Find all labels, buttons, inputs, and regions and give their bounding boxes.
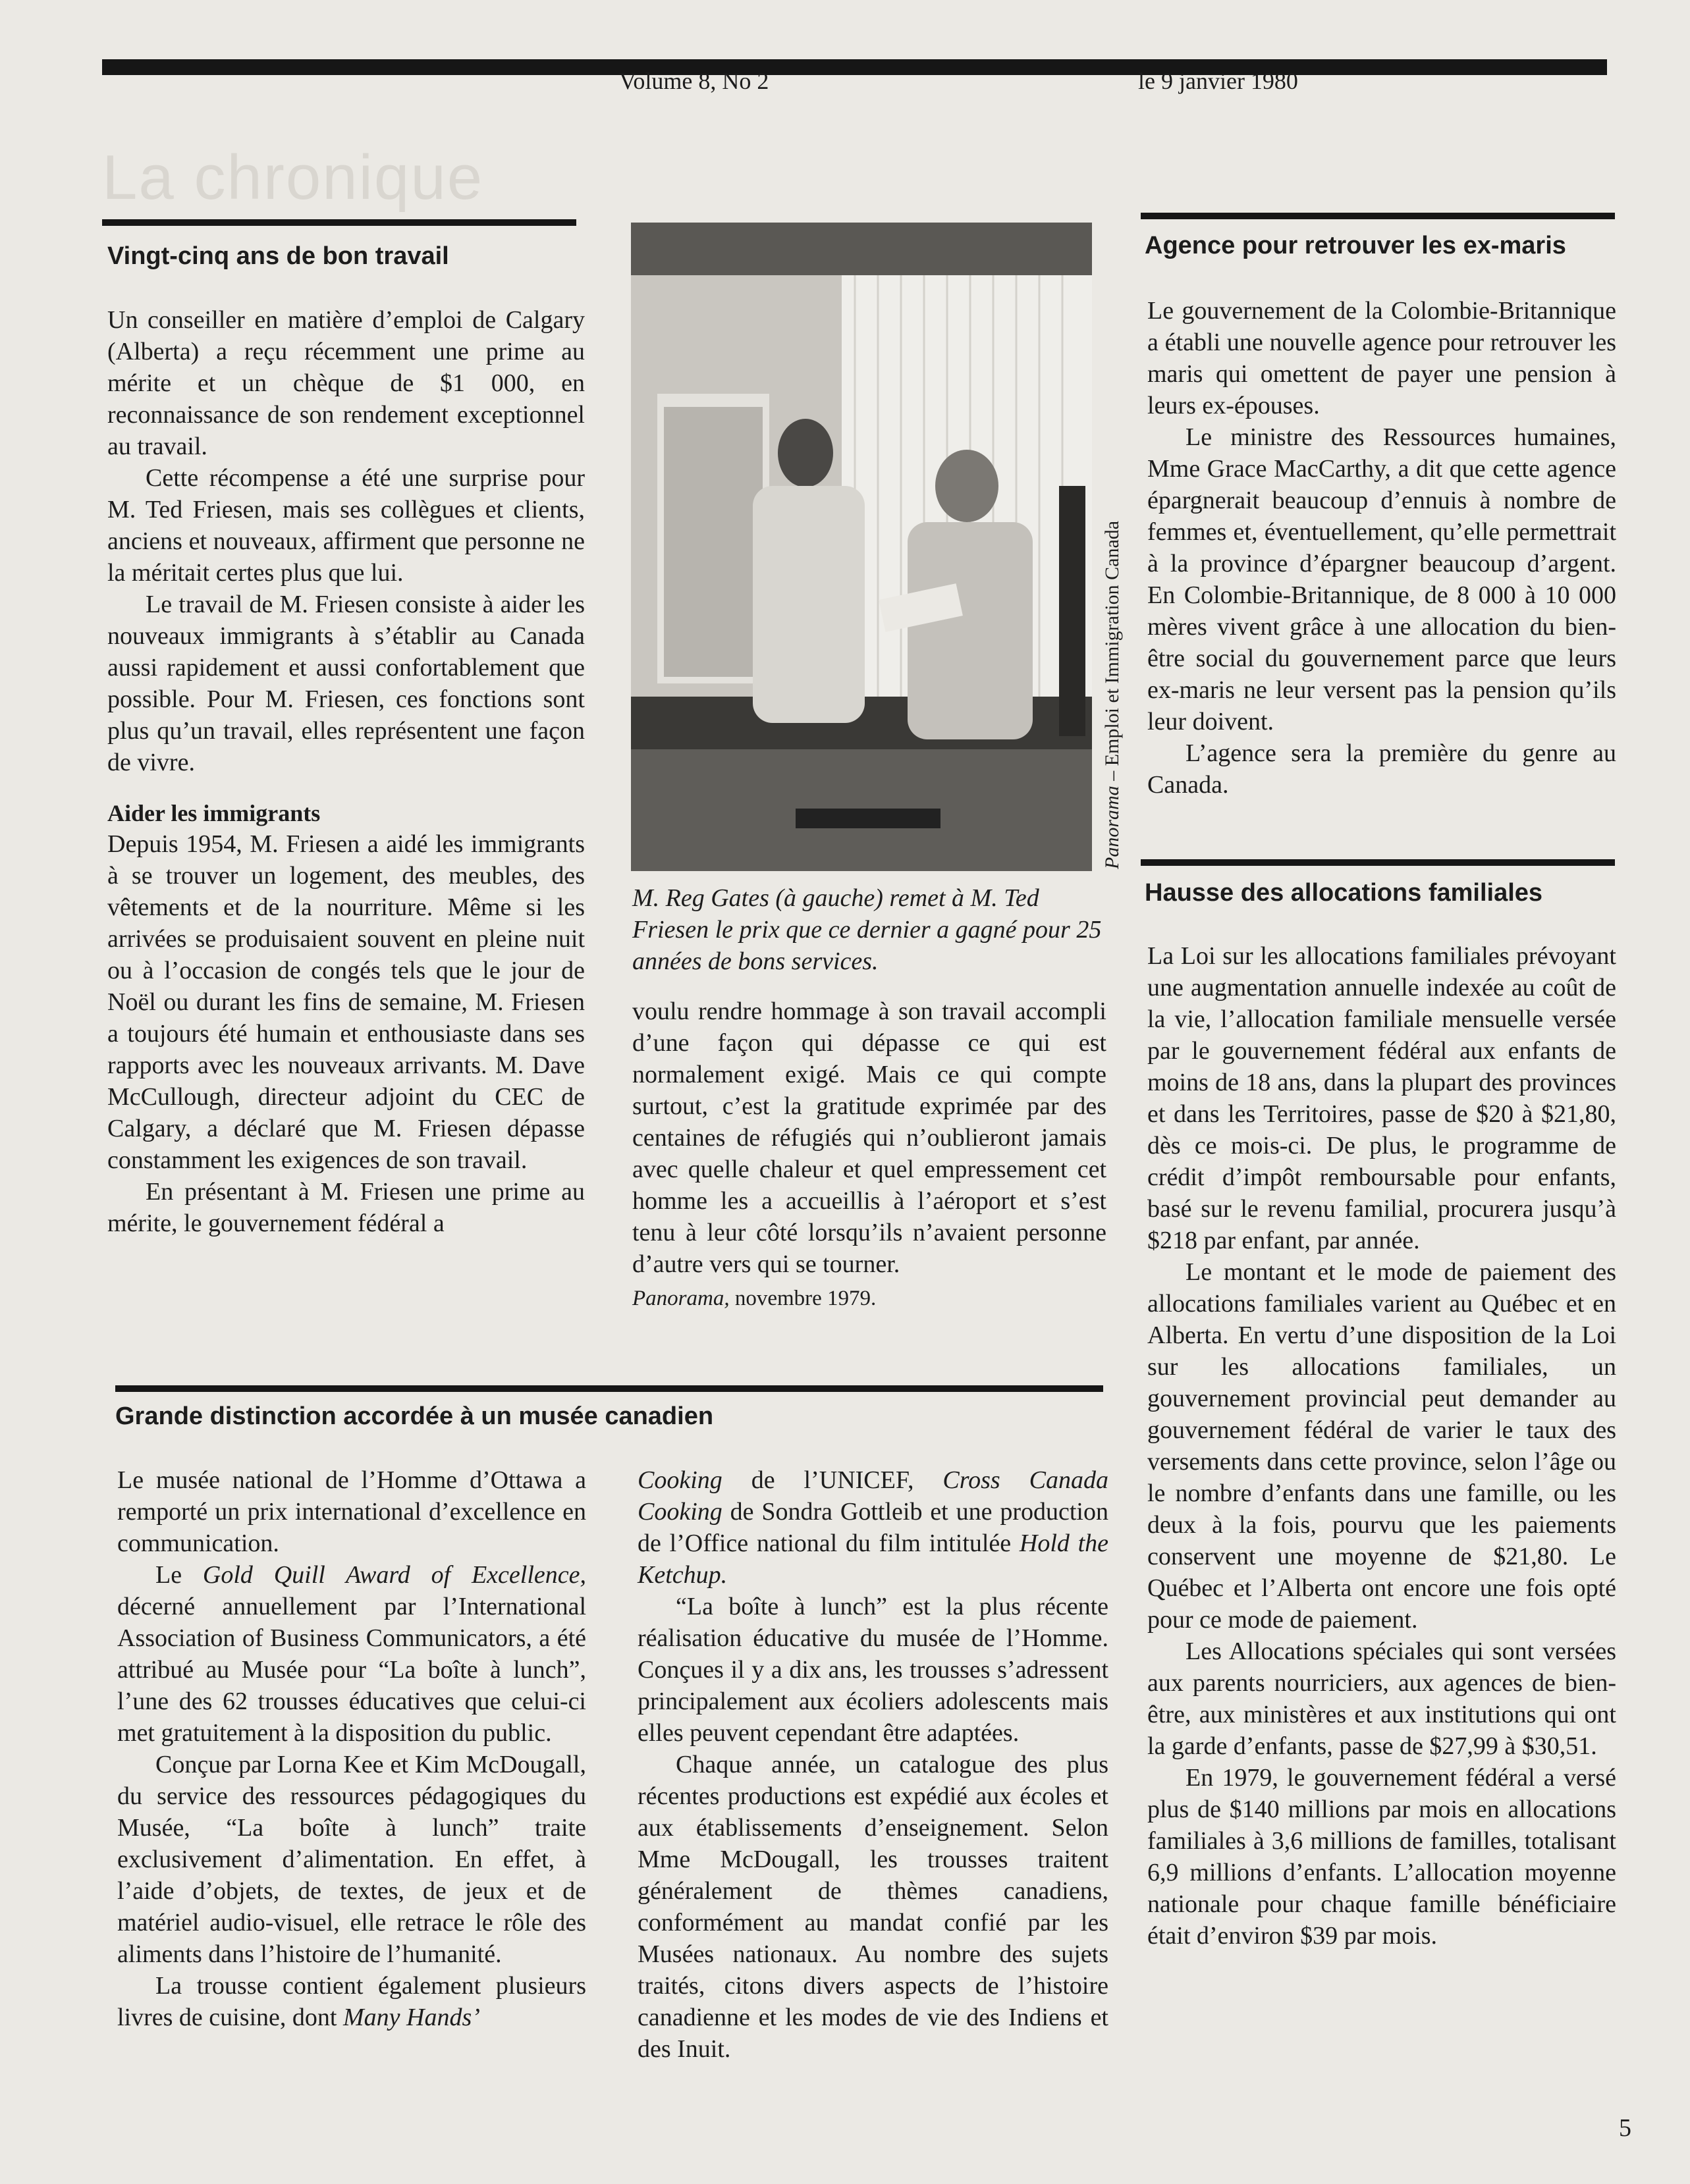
paragraph: “La boîte à lunch” est la plus récente réalisation éducative du musée de l’Homme. Conçues il y a dix ans, les trousses s’adressent principalement aux écoliers adolescents mais elles peuvent cependant être adaptées. — [638, 1593, 1108, 1747]
photo-caption — [632, 882, 1106, 977]
photo-illustration — [631, 223, 1092, 871]
volume-number: Volume 8, No 2 — [619, 68, 769, 94]
article-body-continued — [638, 1464, 1108, 2065]
article-body-continued — [632, 996, 1106, 1314]
faded-title: La chronique — [102, 142, 484, 213]
paragraph: Conçue par Lorna Kee et Kim McDougall, du service des ressources pédagogiques du Musée, “La boîte à lunch” traite exclusivement d’alimentation. En effet, à l’aide d’objets, de textes, de jeux et de matériel audio-visuel, elle retrace le rôle des aliments dans l’histoire de l’humanité. — [117, 1751, 586, 1968]
article-title: Grande distinction accordée à un musée canadien — [115, 1402, 714, 1430]
text-run: La trousse contient également plusieurs livres de cuisine, dont — [117, 1972, 586, 2031]
article-rule — [115, 1385, 1103, 1392]
book-title: Many Hands’ — [342, 2004, 480, 2031]
paragraph: Un conseiller en matière d’emploi de Calgary (Alberta) a reçu récemment une prime au mérite et un chèque de $1 000, en reconnaissance de son rendement exceptionnel au travail. — [107, 306, 585, 460]
paragraph: La Loi sur les allocations familiales prévoyant une augmentation annuelle indexée au coût de la vie, l’allocation familiale mensuelle versée par le gouvernement fédéral aux enfants de moins de 18 ans, dans la plupart des provinces et dans les Territoires, passe de $20 à $21,80, dès ce mois-ci. De plus, le programme de crédit d’impôt remboursable pour enfants, basé sur le revenu familial, procurera jusqu’à $218 par enfant, par année. — [1147, 942, 1616, 1254]
article-title: Vingt-cinq ans de bon travail — [107, 242, 449, 270]
paragraph: Chaque année, un catalogue des plus récentes productions est expédié aux écoles et aux établissements d’enseignement. Selon Mme McDougall, les trousses traitent généralement de thèmes canadiens, conformément au mandat confié par les Musées nationaux. Au nombre des sujets traités, citons divers aspects de l’histoire canadienne et les modes de vie des Indiens et des Inuit. — [638, 1751, 1108, 2063]
paragraph: Le gouvernement de la Colombie-Britannique a établi une nouvelle agence pour retrouver les maris qui omettent de payer une pension à leurs ex-épouses. — [1147, 297, 1616, 419]
award-name: Gold Quill Award of Excellence, — [202, 1561, 586, 1589]
article-rule — [102, 219, 576, 226]
article-source — [632, 1283, 1106, 1314]
subheading: Aider les immigrants — [107, 800, 321, 826]
article-rule — [1141, 859, 1615, 866]
article-body — [1147, 940, 1616, 1952]
film-title: Hold the Ketchup. — [638, 1530, 1108, 1589]
source-name: Panorama, — [632, 1287, 730, 1310]
article-title: Agence pour retrouver les ex-maris — [1145, 232, 1566, 259]
paragraph: L’agence sera la première du genre au Canada. — [1147, 739, 1616, 799]
source-date: novembre 1979. — [729, 1287, 877, 1310]
caption-text: M. Reg Gates (à gauche) remet à M. Ted Friesen le prix que ce dernier a gagné pour 25 années de bons services. — [632, 884, 1102, 975]
masthead-rule — [102, 59, 1607, 75]
paragraph: En 1979, le gouvernement fédéral a versé plus de $140 millions par mois en allocations familiales à 3,6 millions de familles, totalisant 6,9 millions d’enfants. L’allocation moyenne nationale pour chaque famille bénéficiaire était d’environ $39 par mois. — [1147, 1764, 1616, 1950]
issue-date: le 9 janvier 1980 — [1138, 68, 1298, 94]
text-run: décerné annuellement par l’International Association of Business Communicators, a été attribué au Musée pour “La boîte à lunch”, l’une des 62 trousses éducatives que celui-ci met gratuitement à la disposition du public. — [117, 1593, 586, 1747]
paragraph: Le montant et le mode de paiement des allocations familiales varient au Québec et en Alberta. En vertu d’une disposition de la Loi sur les allocations familiales, un gouvernement provincial peut demander au gouvernement fédéral de varier le taux des versements dans cette province, selon l’âge ou le nombre d’enfants dans une famille, ou les deux à la fois, pourvu que les paiements conservent une moyenne de $21,80. Le Québec et l’Alberta ont encore une fois opté pour ce mode de paiement. — [1147, 1258, 1616, 1634]
paragraph: Les Allocations spéciales qui sont versées aux parents nourriciers, aux agences de bien-être, aux ministères et aux institutions qui ont la garde d’enfants, passe de $27,99 à $30,51. — [1147, 1638, 1616, 1760]
article-photo — [631, 223, 1092, 871]
photo-credit — [1101, 521, 1124, 869]
paragraph: En présentant à M. Friesen une prime au mérite, le gouvernement fédéral a — [107, 1178, 585, 1237]
credit-source: Panorama — [1101, 786, 1123, 869]
text-run: de l’UNICEF, — [722, 1466, 943, 1494]
paragraph: Depuis 1954, M. Friesen a aidé les immigrants à se trouver un logement, des meubles, des vêtements et de la nourriture. Même si les arrivées se produisaient souvent en pleine nuit ou à l’occasion de congés tels que le jour de Noël ou durant les fins de semaine, M. Friesen a toujours été humain et enthousiaste dans ses rapports avec les nouveaux arrivants. M. Dave McCullough, directeur adjoint du CEC de Calgary, a déclaré que M. Friesen dépasse constamment les exigences de son travail. — [107, 830, 585, 1174]
text-run: Le — [155, 1561, 203, 1589]
page-number: 5 — [1619, 2114, 1631, 2142]
article-body — [107, 304, 585, 1239]
credit-text: – Emploi et Immigration Canada — [1101, 520, 1123, 786]
paragraph: Le musée national de l’Homme d’Ottawa a remporté un prix international d’excellence en communication. — [117, 1466, 586, 1557]
paragraph: Le travail de M. Friesen consiste à aider les nouveaux immigrants à s’établir au Canada aussi rapidement et aussi confortablement que possible. Pour M. Friesen, ces fonctions sont plus qu’un travail, elles représentent une façon de vivre. — [107, 591, 585, 776]
book-title: Cross Canada Cooking — [638, 1466, 1109, 1526]
paragraph — [117, 1559, 586, 1749]
text-run: de Sondra Gottleib et une production de l’Office national du film intitulée — [638, 1498, 1108, 1557]
paragraph — [638, 1464, 1108, 1591]
paragraph: Le ministre des Ressources humaines, Mme Grace MacCarthy, a dit que cette agence épargnerait beaucoup d’ennuis à nombre de femmes et, éventuellement, qu’elle permettrait à la province d’épargner beaucoup d’argent. En Colombie-Britannique, de 8 000 à 10 000 mères vivent grâce à une allocation du bien-être social du gouvernement parce que leurs ex-maris ne leur versent pas la pension qu’ils leur doivent. — [1147, 423, 1616, 735]
article-title: Hausse des allocations familiales — [1145, 879, 1543, 907]
paragraph — [117, 1970, 586, 2033]
article-body — [117, 1464, 586, 2033]
book-title: Cooking — [638, 1466, 722, 1494]
paragraph: Cette récompense a été une surprise pour M. Ted Friesen, mais ses collègues et clients, anciens et nouveaux, affirment que personne ne la méritait certes plus que lui. — [107, 464, 585, 587]
paragraph: voulu rendre hommage à son travail accompli d’une façon qui dépasse ce qui est normalement exigé. Mais ce qui compte surtout, c’est la gratitude exprimée par des centaines de réfugiés qui n’oublieront jamais avec quelle chaleur et quel empressement cet homme les a accueillis à l’aéroport et s’est tenu à leur côté lorsqu’ils n’avaient personne d’autre vers qui se tourner. — [632, 998, 1106, 1278]
article-rule — [1141, 213, 1615, 219]
article-body — [1147, 295, 1616, 801]
